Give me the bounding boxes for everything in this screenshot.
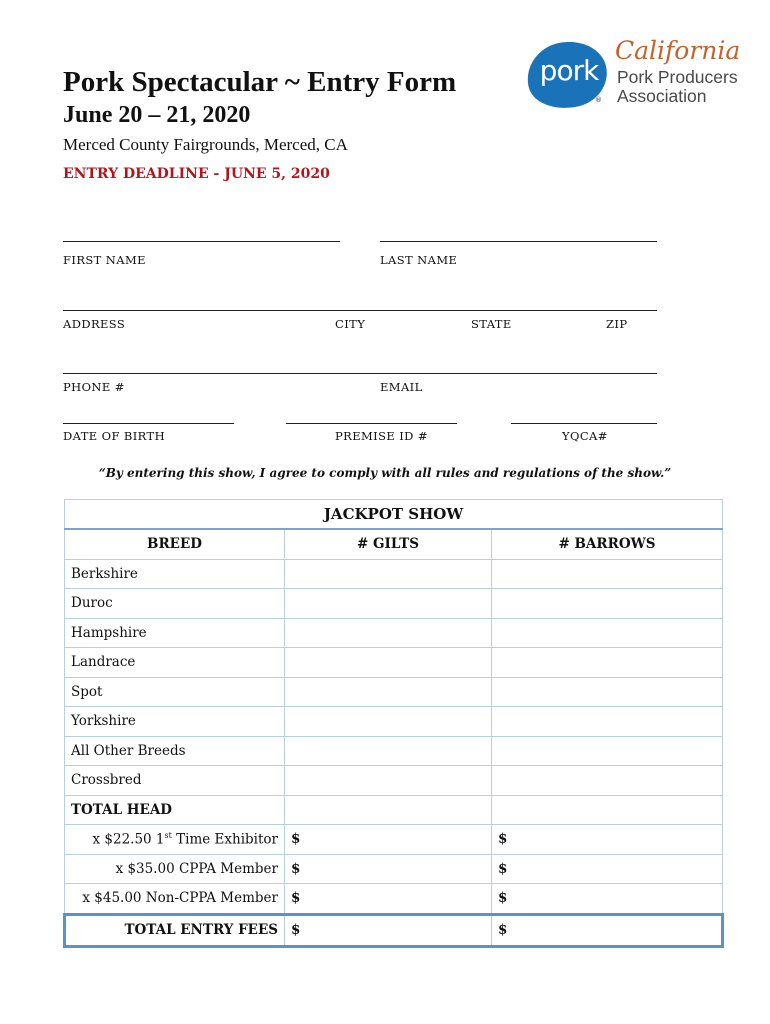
total-head-label: TOTAL HEAD xyxy=(65,795,285,825)
fee-row-nonmember xyxy=(65,884,723,915)
logo-pork-text: pork xyxy=(539,54,599,87)
barrows-count-cell[interactable] xyxy=(492,589,723,619)
barrows-count-cell[interactable] xyxy=(492,766,723,796)
table-row xyxy=(65,559,723,589)
gilts-count-cell[interactable] xyxy=(285,707,492,737)
gilts-fee-cell[interactable]: $ xyxy=(285,854,492,884)
total-gilts-cell[interactable] xyxy=(285,795,492,825)
breed-name: Hampshire xyxy=(65,618,285,648)
logo-registered-mark: ® xyxy=(595,96,602,104)
gilts-count-cell[interactable] xyxy=(285,618,492,648)
breed-header: BREED xyxy=(65,529,285,559)
gilts-count-cell[interactable] xyxy=(285,766,492,796)
table-title: JACKPOT SHOW xyxy=(65,500,723,530)
logo-line-1: Pork Producers xyxy=(617,67,738,87)
address-label: ADDRESS xyxy=(63,317,126,331)
total-head-row xyxy=(65,795,723,825)
table-row xyxy=(65,618,723,648)
fee-member-label: x $35.00 CPPA Member xyxy=(65,854,285,884)
barrows-fee-cell[interactable]: $ xyxy=(492,854,723,884)
gilts-fee-cell[interactable]: $ xyxy=(285,825,492,855)
premise-id-label: PREMISE ID # xyxy=(335,429,428,443)
fee-first-time-text-end: Time Exhibitor xyxy=(171,831,278,848)
gilts-header: # GILTS xyxy=(285,529,492,559)
phone-label: PHONE # xyxy=(63,380,125,394)
entry-deadline: ENTRY DEADLINE - JUNE 5, 2020 xyxy=(63,166,330,182)
barrows-count-cell[interactable] xyxy=(492,707,723,737)
form-title: Pork Spectacular ~ Entry Form xyxy=(63,66,457,98)
total-fees-row xyxy=(65,914,723,946)
table-row xyxy=(65,589,723,619)
barrows-count-cell[interactable] xyxy=(492,618,723,648)
gilts-count-cell[interactable] xyxy=(285,677,492,707)
event-venue: Merced County Fairgrounds, Merced, CA xyxy=(63,135,348,154)
agreement-statement: “By entering this show, I agree to comply with all rules and regulations of the show.” xyxy=(98,466,672,480)
table-row xyxy=(65,766,723,796)
cppa-logo xyxy=(523,36,763,116)
table-row xyxy=(65,677,723,707)
breed-name: Berkshire xyxy=(65,559,285,589)
breed-name: Duroc xyxy=(65,589,285,619)
fee-row-first-time xyxy=(65,825,723,855)
barrows-fee-cell[interactable]: $ xyxy=(492,884,723,915)
gilts-count-cell[interactable] xyxy=(285,736,492,766)
gilts-count-cell[interactable] xyxy=(285,648,492,678)
gilts-total-fee-cell[interactable]: $ xyxy=(285,914,492,946)
barrows-count-cell[interactable] xyxy=(492,677,723,707)
phone-email-field[interactable] xyxy=(63,373,657,374)
breed-name: Yorkshire xyxy=(65,707,285,737)
table-row xyxy=(65,736,723,766)
total-fees-label: TOTAL ENTRY FEES xyxy=(65,914,285,946)
breed-name: Crossbred xyxy=(65,766,285,796)
zip-label: ZIP xyxy=(606,317,628,331)
barrows-count-cell[interactable] xyxy=(492,648,723,678)
breed-name: Spot xyxy=(65,677,285,707)
barrows-header: # BARROWS xyxy=(492,529,723,559)
table-row xyxy=(65,707,723,737)
fee-first-time-sup: st xyxy=(164,831,172,840)
jackpot-show-table xyxy=(63,499,724,948)
breed-name: All Other Breeds xyxy=(65,736,285,766)
logo-association-name xyxy=(617,68,738,106)
state-label: STATE xyxy=(471,317,512,331)
total-barrows-cell[interactable] xyxy=(492,795,723,825)
premise-id-field[interactable] xyxy=(286,423,457,424)
breed-name: Landrace xyxy=(65,648,285,678)
barrows-total-fee-cell[interactable]: $ xyxy=(492,914,723,946)
first-name-label: FIRST NAME xyxy=(63,253,146,267)
yqca-field[interactable] xyxy=(511,423,657,424)
yqca-label: YQCA# xyxy=(562,429,608,443)
logo-california: California xyxy=(615,36,741,65)
first-name-field[interactable] xyxy=(63,241,340,242)
gilts-count-cell[interactable] xyxy=(285,589,492,619)
fee-first-time-label xyxy=(65,825,285,855)
barrows-count-cell[interactable] xyxy=(492,736,723,766)
city-label: CITY xyxy=(335,317,366,331)
last-name-field[interactable] xyxy=(380,241,657,242)
logo-line-2: Association xyxy=(617,86,707,106)
table-row xyxy=(65,648,723,678)
barrows-fee-cell[interactable]: $ xyxy=(492,825,723,855)
gilts-count-cell[interactable] xyxy=(285,559,492,589)
gilts-fee-cell[interactable]: $ xyxy=(285,884,492,915)
dob-field[interactable] xyxy=(63,423,234,424)
last-name-label: LAST NAME xyxy=(380,253,458,267)
email-label: EMAIL xyxy=(380,380,423,394)
barrows-count-cell[interactable] xyxy=(492,559,723,589)
event-dates: June 20 – 21, 2020 xyxy=(63,102,251,128)
fee-row-member xyxy=(65,854,723,884)
fee-first-time-text: x $22.50 1 xyxy=(92,831,165,848)
fee-nonmember-label: x $45.00 Non-CPPA Member xyxy=(65,884,285,915)
address-field[interactable] xyxy=(63,310,657,311)
dob-label: DATE OF BIRTH xyxy=(63,429,166,443)
